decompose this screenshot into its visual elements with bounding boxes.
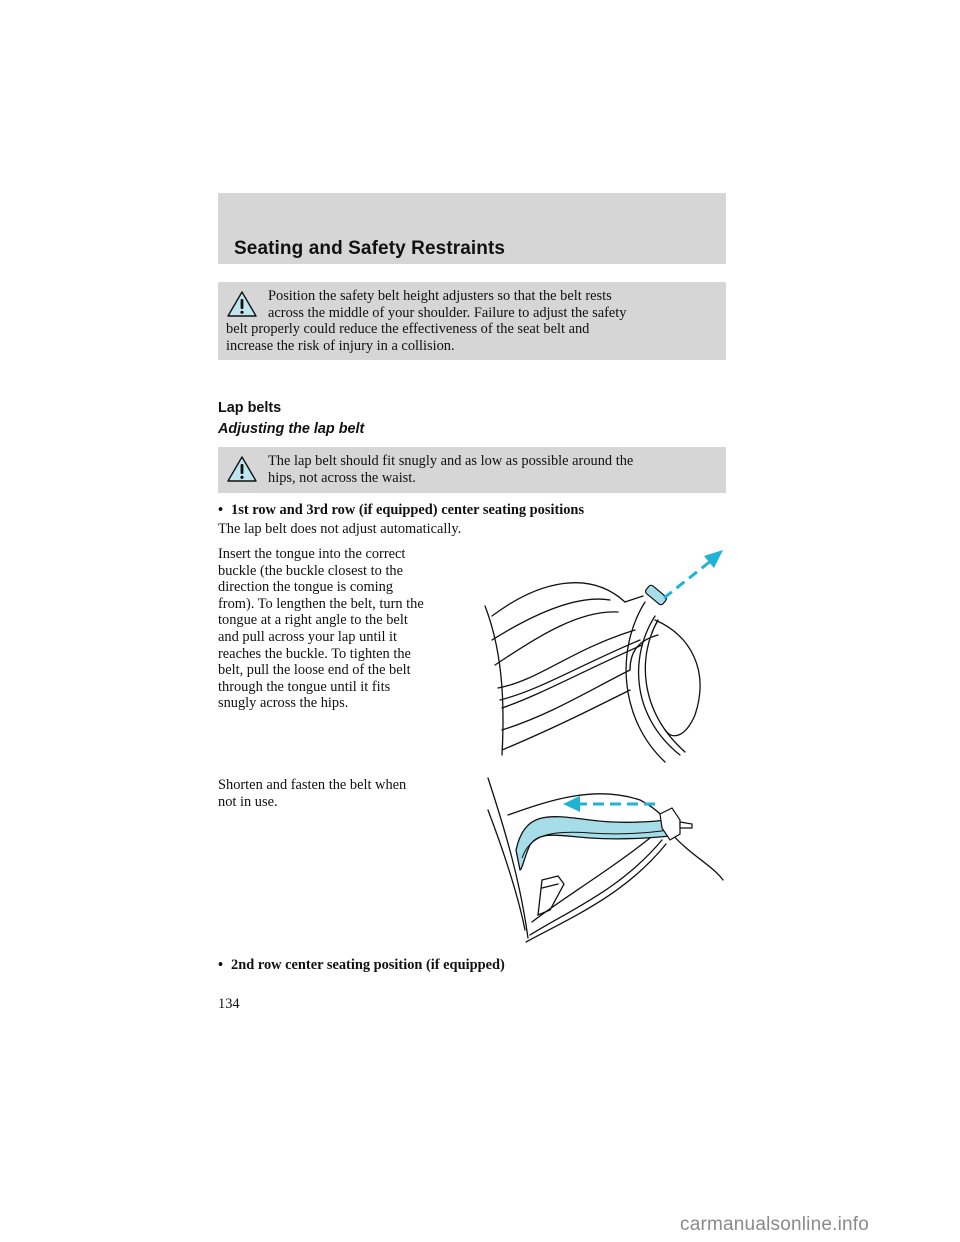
section-title: Seating and Safety Restraints — [234, 238, 506, 259]
bullet-label: 2nd row center seating position (if equipped) — [231, 957, 505, 973]
warning-box-height-adjusters — [218, 282, 726, 360]
paragraph-line: reaches the buckle. To tighten the — [218, 645, 411, 662]
bullet-item-2nd-row — [218, 957, 505, 974]
bullet-dot: • — [218, 502, 224, 518]
bullet-item-1st-3rd-row — [218, 502, 584, 519]
paragraph-insert-tongue — [218, 546, 498, 712]
paragraph-line: tongue at a right angle to the belt — [218, 612, 408, 629]
warning-box-lap-belt-fit — [218, 447, 726, 493]
watermark-link[interactable]: carmanualsonline.info — [680, 1214, 870, 1235]
heading-adjusting-lap-belt: Adjusting the lap belt — [218, 421, 365, 437]
warning-text-line: hips, not across the waist. — [268, 469, 416, 486]
lap-belt-shorten-illustration — [480, 770, 730, 950]
lap-belt-lengthen-illustration — [480, 540, 730, 770]
paragraph-line: Shorten and fasten the belt when — [218, 777, 407, 793]
page-number: 134 — [218, 996, 240, 1012]
heading-lap-belts: Lap belts — [218, 400, 282, 416]
warning-text-line: belt properly could reduce the effectiveness of the seat belt and — [226, 321, 590, 337]
paragraph-line: not in use. — [218, 793, 278, 810]
paragraph-shorten-fasten — [218, 777, 406, 810]
bullet-label: 1st row and 3rd row (if equipped) center seating positions — [231, 502, 585, 518]
section-header-band — [218, 193, 726, 264]
warning-triangle-icon — [226, 290, 258, 318]
paragraph-line: Insert the tongue into the correct — [218, 546, 406, 562]
warning-text-line: across the middle of your shoulder. Failure to adjust the safety — [268, 304, 627, 321]
warning-triangle-icon — [226, 455, 258, 483]
paragraph-line: through the tongue until it fits — [218, 678, 391, 695]
paragraph-line: belt, pull the loose end of the belt — [218, 662, 411, 679]
paragraph-line: from). To lengthen the belt, turn the — [218, 595, 424, 612]
bullet-dot: • — [218, 957, 224, 973]
paragraph-line: and pull across your lap until it — [218, 628, 398, 645]
warning-text-line: increase the risk of injury in a collision. — [226, 337, 455, 354]
paragraph-line: direction the tongue is coming — [218, 579, 394, 596]
paragraph-line: buckle (the buckle closest to the — [218, 562, 404, 579]
paragraph-line: snugly across the hips. — [218, 695, 349, 712]
warning-text-line: Position the safety belt height adjusters so that the belt rests — [268, 288, 612, 304]
warning-text-line: The lap belt should fit snugly and as low as possible around the — [268, 453, 634, 469]
paragraph-no-auto-adjust: The lap belt does not adjust automatically. — [218, 521, 462, 537]
